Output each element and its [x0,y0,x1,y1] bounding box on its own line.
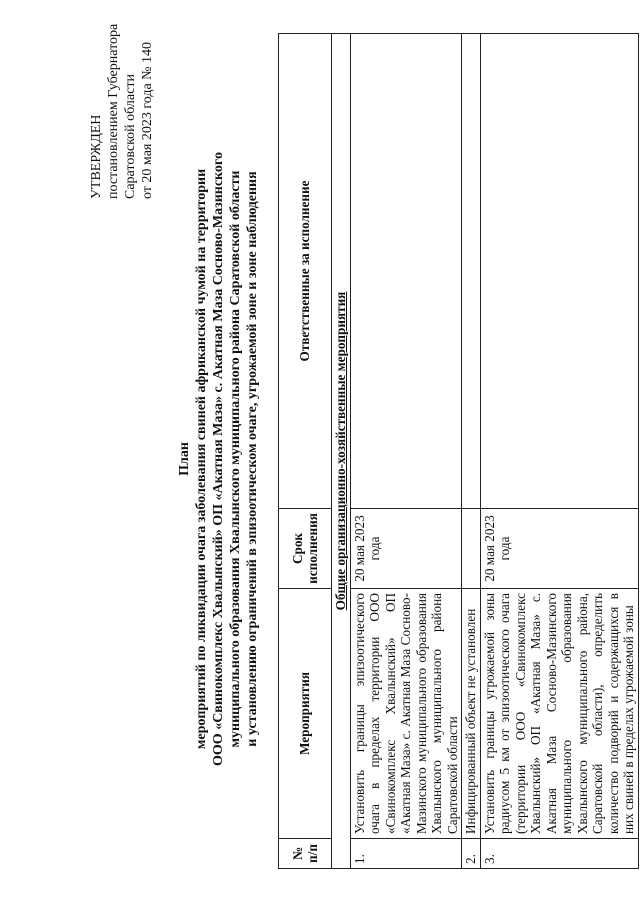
row-activity: Инфицированный объект не установлен [462,589,481,839]
title-heading: План [177,442,192,476]
title-line: ООО «Свинокомплекс Хвалынский» ОП «Акатная Маза» с. Акатная Маза Сосново-Мазинского [211,152,226,766]
title-line: муниципального образования Хвалынского муниципального района Саратовской области [228,170,243,748]
row-responsible [462,34,481,509]
table-row [350,34,462,869]
document-title [176,39,261,879]
approval-line: УТВЕРЖДЕН [89,114,104,199]
row-term: 20 мая 2023 года [480,509,638,589]
row-term: 20 мая 2023 года [350,509,462,589]
header-activity: Мероприятия [279,589,332,839]
row-num: 1. [350,839,462,869]
row-responsible [480,34,638,509]
title-line: и установлению ограничений в эпизоотическом очаге, угрожаемой зоне и зоне наблюдения [245,171,260,747]
section-row [332,34,351,869]
title-line: мероприятий по ликвидации очага заболевания свиней африканской чумой на территории [194,168,209,750]
row-num: 2. [462,839,481,869]
row-num: 3. [480,839,638,869]
row-activity: Установить границы угрожаемой зоны радиусом 5 км от эпизоотического очага (территории ООО «Свинокомплекс Хвалынский» ОП «Акатная Маза» с. Акатная Маза Сосново-Мазинского муниципального образования Хвалынского муниципального района, Саратовской области), определить количество подворий и содержащихся в них свиней в пределах угрожаемой зоны [480,589,638,839]
section-title: Общие организационно-хозяйственные мероприятия [332,34,351,869]
row-activity: Установить границы эпизоотического очага в пределах территории ООО «Свинокомплекс Хвалынский» ОП «Акатная Маза» с. Акатная Маза Сосново-Мазинского муниципального образования Хвалынского муниципального района Саратовской области [350,589,462,839]
approval-line: постановлением Губернатора [106,23,121,199]
table-header-row [279,34,332,869]
plan-table [278,33,639,869]
header-num: № п/п [279,839,332,869]
approval-stamp [88,24,156,199]
header-responsible: Ответственные за исполнение [279,34,332,509]
approval-line: от 20 мая 2023 года № 140 [140,41,155,199]
row-term [462,509,481,589]
header-term: Срок исполнения [279,509,332,589]
approval-line: Саратовской области [123,74,138,199]
table-row [480,34,638,869]
row-responsible [350,34,462,509]
table-row [462,34,481,869]
